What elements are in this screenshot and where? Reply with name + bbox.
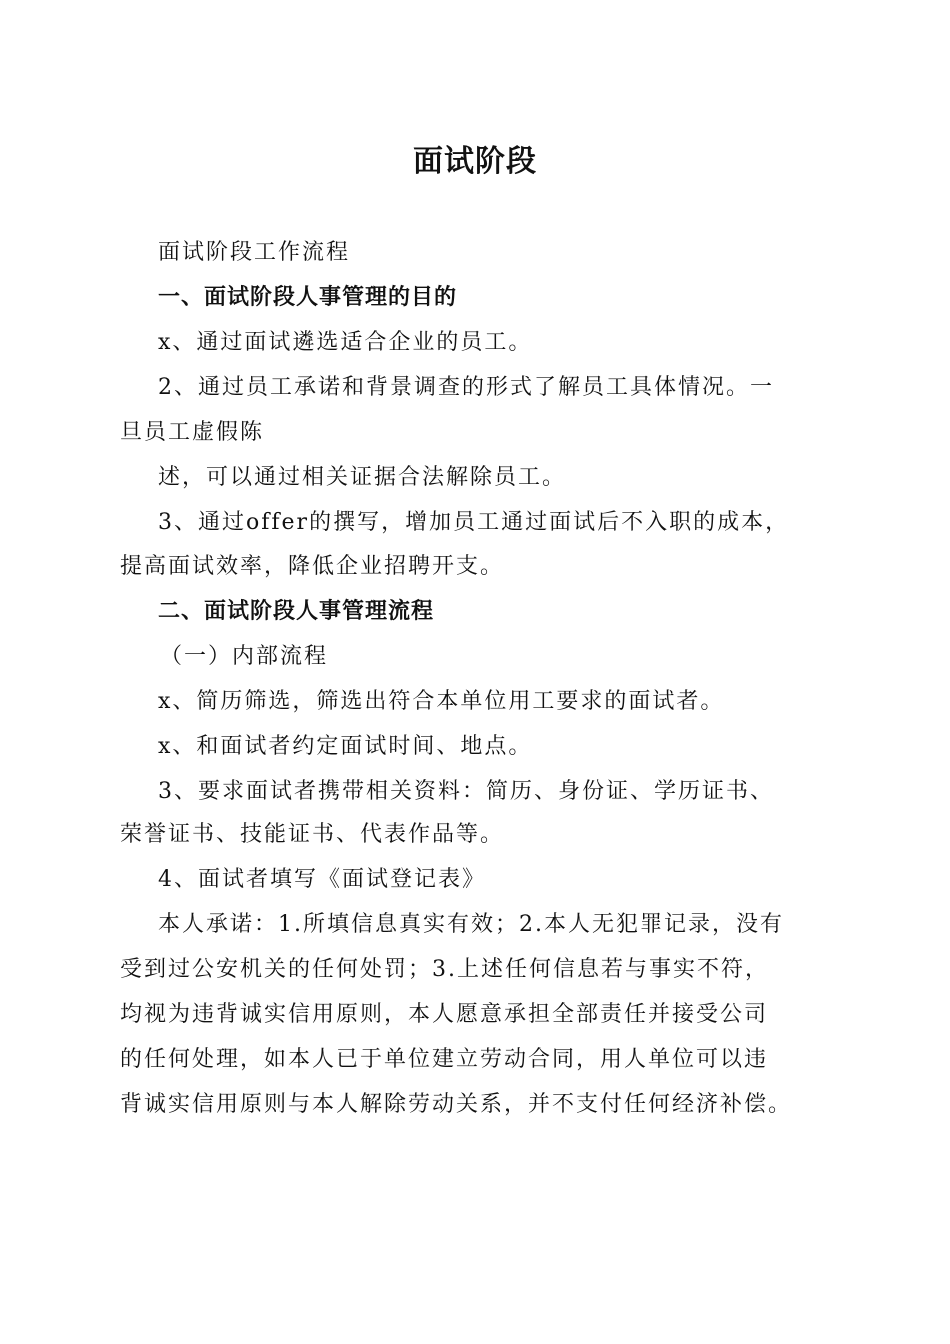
paragraph-line: 旦员工虚假陈 (120, 420, 265, 445)
paragraph-line: 荣誉证书、技能证书、代表作品等。 (120, 822, 505, 847)
paragraph-line: x、和面试者约定面试时间、地点。 (158, 734, 533, 759)
paragraph-line: 3、通过offer的撰写，增加员工通过面试后不入职的成本， (158, 510, 790, 535)
document-title: 面试阶段 (413, 144, 537, 179)
section-intro: 面试阶段工作流程 (158, 240, 351, 265)
paragraph-line: 提高面试效率，降低企业招聘开支。 (120, 554, 505, 579)
paragraph-line: 均视为违背诚实信用原则，本人愿意承担全部责任并接受公司 (120, 1002, 769, 1027)
paragraph-line: 2、通过员工承诺和背景调查的形式了解员工具体情况。一 (158, 375, 774, 400)
paragraph-line: x、通过面试遴选适合企业的员工。 (158, 330, 533, 355)
subheading-internal-process: （一）内部流程 (160, 644, 329, 669)
paragraph-line: 4、面试者填写《面试登记表》 (158, 867, 486, 892)
paragraph-line: x、简历筛选，筛选出符合本单位用工要求的面试者。 (158, 689, 725, 714)
heading-purpose: 一、面试阶段人事管理的目的 (158, 285, 458, 310)
paragraph-line: 述，可以通过相关证据合法解除员工。 (158, 465, 567, 490)
paragraph-line: 本人承诺：1.所填信息真实有效；2.本人无犯罪记录，没有 (158, 912, 784, 937)
paragraph-line: 背诚实信用原则与本人解除劳动关系，并不支付任何经济补偿。 (120, 1092, 793, 1117)
paragraph-line: 受到过公安机关的任何处罚；3.上述任何信息若与事实不符， (120, 957, 769, 982)
paragraph-line: 3、要求面试者携带相关资料：简历、身份证、学历证书、 (158, 779, 774, 804)
paragraph-line: 的任何处理，如本人已于单位建立劳动合同，用人单位可以违 (120, 1047, 769, 1072)
heading-process: 二、面试阶段人事管理流程 (158, 599, 435, 624)
